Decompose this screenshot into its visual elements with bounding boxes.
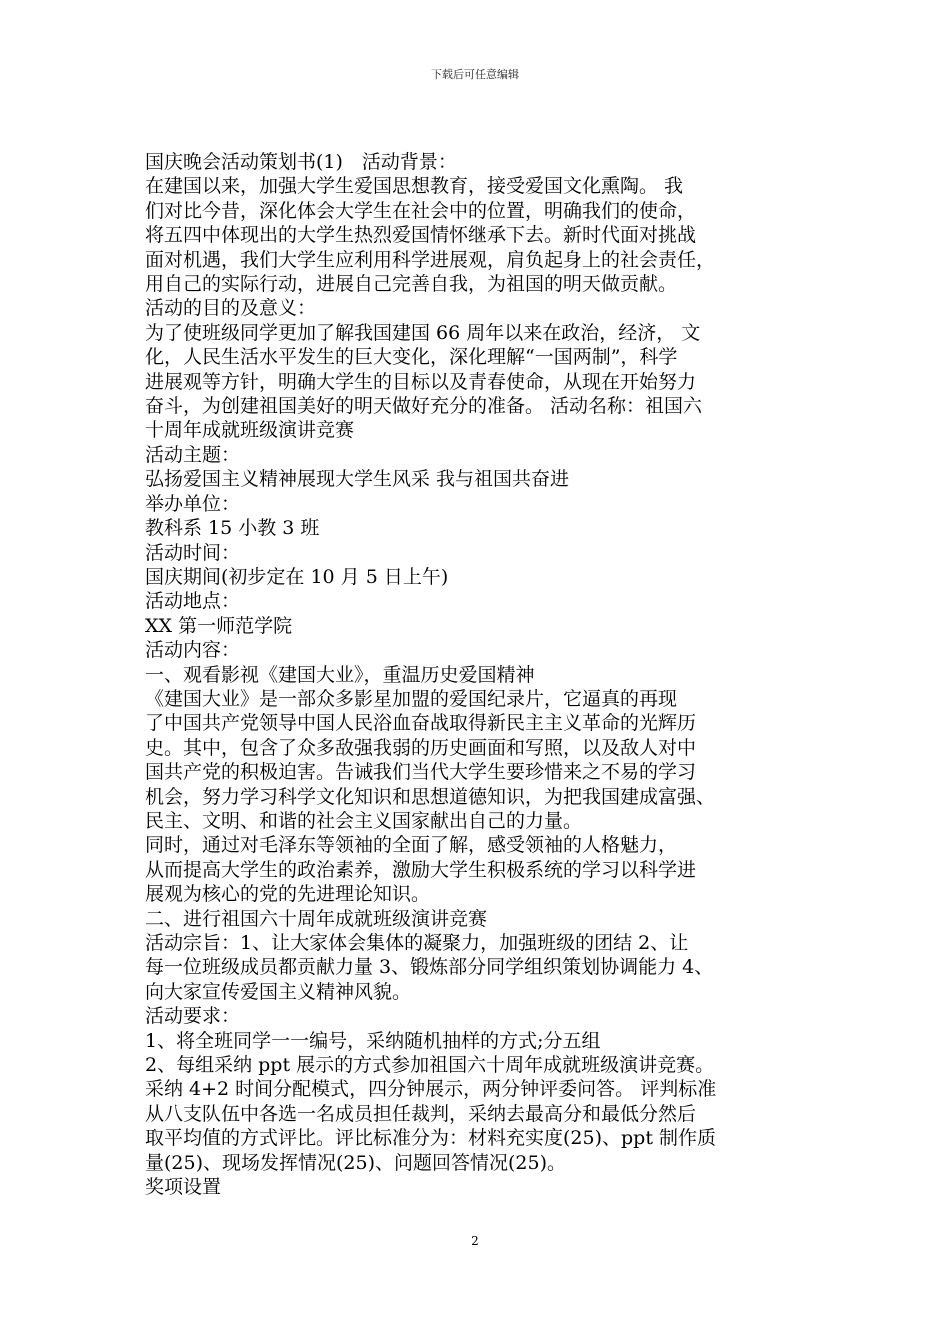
- text-line: 将五四中体现出的大学生热烈爱国情怀继承下去。新时代面对挑战: [145, 224, 697, 247]
- text-line: 国庆期间(初步定在 10 月 5 日上午): [145, 565, 449, 588]
- text-line: 二、进行祖国六十周年成就班级演讲竞赛: [145, 907, 488, 930]
- text-line: 弘扬爱国主义精神展现大学生风采 我与祖国共奋进: [145, 468, 570, 491]
- text-line: 同时，通过对毛泽东等领袖的全面了解，感受领袖的人格魅力，: [145, 834, 678, 857]
- text-line: 活动要求：: [145, 1005, 241, 1028]
- text-line: 奖项设置: [145, 1176, 222, 1199]
- text-line: 进展观等方针，明确大学生的目标以及青春使命，从现在开始努力: [145, 370, 697, 393]
- text-line: 活动主题：: [145, 443, 241, 466]
- text-line: 向大家宣传爱国主义精神风貌。: [145, 980, 412, 1003]
- text-line: 国共产党的积极迫害。告诫我们当代大学生要珍惜来之不易的学习: [145, 761, 697, 784]
- text-line: 国庆晚会活动策划书(1) 活动背景：: [145, 151, 457, 173]
- text-line: 《建国大业》是一部众多影星加盟的爱国纪录片，它逼真的再现: [145, 687, 678, 710]
- text-line: 采纳 4+2 时间分配模式，四分钟展示，两分钟评委问答。 评判标准: [145, 1078, 717, 1101]
- text-line: 从八支队伍中各选一名成员担任裁判，采纳去最高分和最低分然后: [145, 1102, 697, 1125]
- text-line: 1、将全班同学一一编号，采纳随机抽样的方式;分五组: [145, 1029, 601, 1052]
- document-body: [145, 150, 825, 1199]
- text-line: 活动地点：: [145, 590, 241, 613]
- text-line: XX 第一师范学院: [145, 614, 293, 637]
- text-line: 活动宗旨：1、让大家体会集体的凝聚力，加强班级的团结 2、让: [145, 932, 689, 954]
- text-line: 史。其中，包含了众多敌强我弱的历史画面和写照，以及敌人对中: [145, 736, 697, 759]
- text-line: 奋斗，为创建祖国美好的明天做好充分的准备。 活动名称：祖国六: [145, 395, 703, 418]
- text-line: 了中国共产党领导中国人民浴血奋战取得新民主主义革命的光辉历: [145, 712, 697, 735]
- text-line: 一、观看影视《建国大业》，重温历史爱国精神: [145, 663, 535, 686]
- text-line: 在建国以来，加强大学生爱国思想教育，接受爱国文化熏陶。 我: [145, 175, 684, 198]
- text-line: 展观为核心的党的先进理论知识。: [145, 883, 431, 906]
- text-line: 活动的目的及意义：: [145, 297, 317, 320]
- page-header: 下载后可任意编辑: [431, 68, 519, 81]
- text-line: 为了使班级同学更加了解我国建国 66 周年以来在政治，经济， 文: [145, 321, 701, 344]
- text-line: 量(25)、现场发挥情况(25)、问题回答情况(25)。: [145, 1151, 567, 1174]
- text-line: 活动时间：: [145, 541, 241, 564]
- text-line: 从而提高大学生的政治素养，激励大学生积极系统的学习以科学进: [145, 858, 697, 881]
- text-line: 活动内容：: [145, 639, 241, 662]
- text-line: 教科系 15 小教 3 班: [145, 517, 320, 540]
- text-line: 们对比今昔，深化体会大学生在社会中的位置，明确我们的使命，: [145, 199, 697, 222]
- text-line: 取平均值的方式评比。评比标准分为：材料充实度(25)、ppt 制作质: [145, 1127, 717, 1150]
- text-line: 举办单位：: [145, 492, 241, 515]
- text-line: 面对机遇，我们大学生应利用科学进展观，肩负起身上的社会责任，: [145, 248, 716, 271]
- page-number: 2: [471, 1234, 479, 1248]
- text-line: 每一位班级成员都贡献力量 3、锻炼部分同学组织策划协调能力 4、: [145, 956, 714, 979]
- text-line: 机会，努力学习科学文化知识和思想道德知识，为把我国建成富强、: [145, 785, 716, 808]
- text-line: 化，人民生活水平发生的巨大变化，深化理解“一国两制”，科学: [145, 346, 678, 369]
- text-line: 十周年成就班级演讲竞赛: [145, 419, 355, 442]
- text-line: 2、每组采纳 ppt 展示的方式参加祖国六十周年成就班级演讲竞赛。: [145, 1054, 715, 1077]
- text-line: 民主、文明、和谐的社会主义国家献出自己的力量。: [145, 809, 583, 832]
- text-line: 用自己的实际行动，进展自己完善自我，为祖国的明天做贡献。: [145, 273, 678, 296]
